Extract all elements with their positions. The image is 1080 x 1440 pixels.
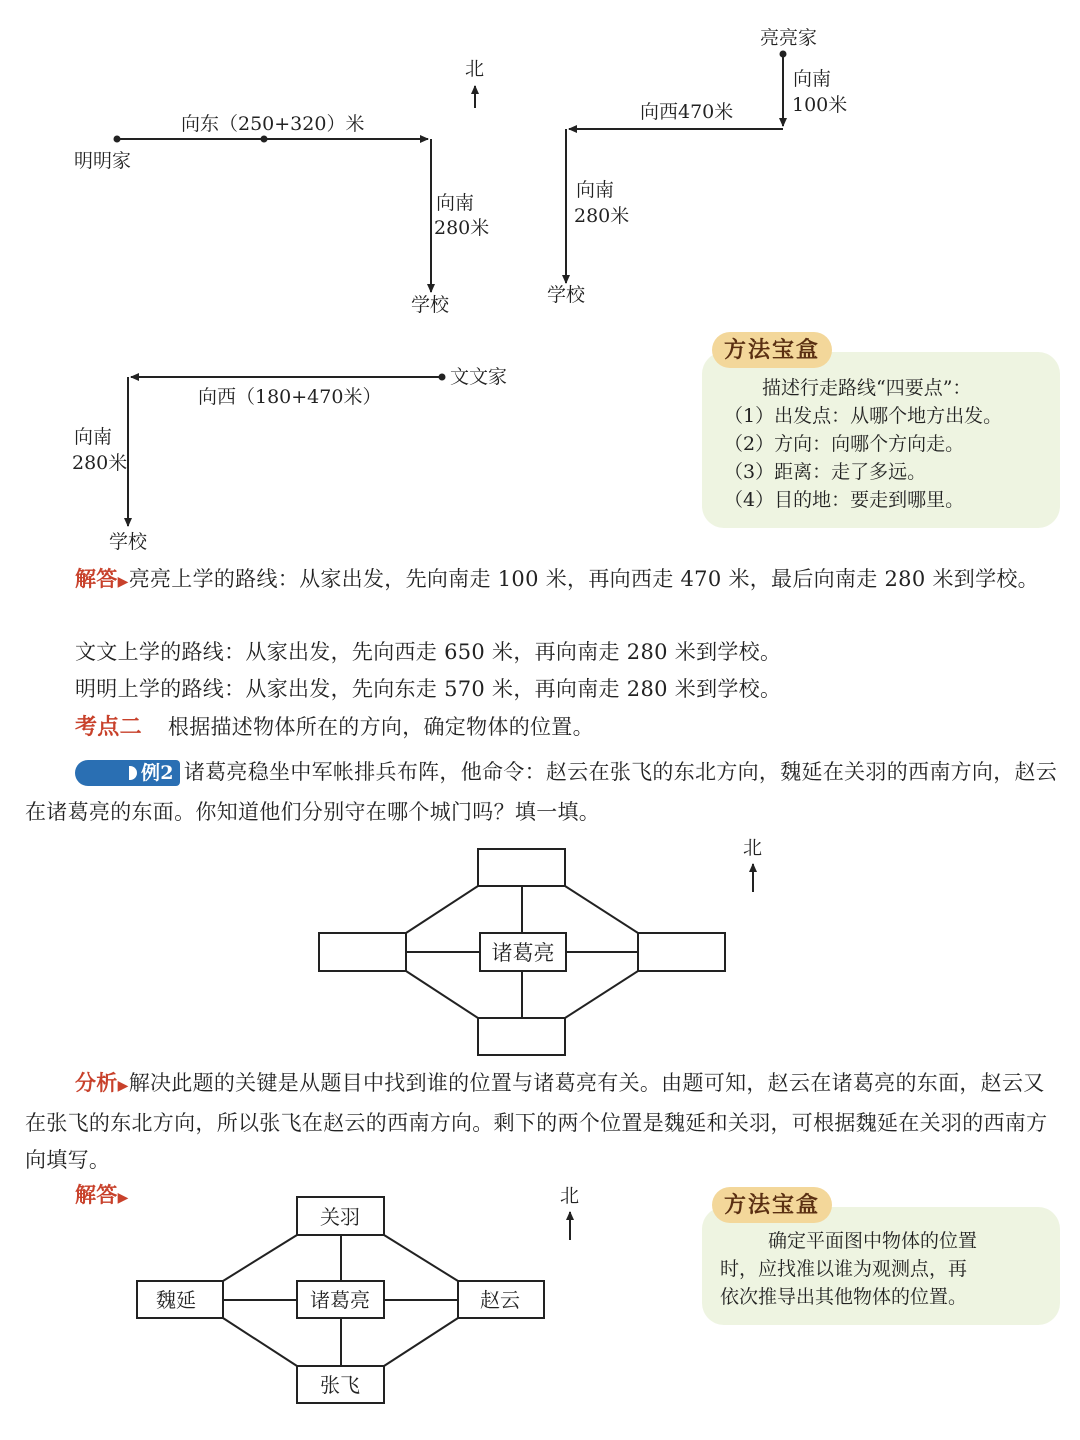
answer-liangliang: [25, 560, 1065, 601]
method-box-position-tips: [702, 1207, 1060, 1325]
method-line: （4）目的地：要走到哪里。: [724, 489, 965, 511]
method-line: （3）距离：走了多远。: [724, 461, 927, 483]
north-label: 北: [465, 58, 485, 80]
triangle-icon: ▶: [117, 574, 129, 590]
east-gate-label: 赵云: [480, 1288, 520, 1312]
north-label: 北: [560, 1186, 580, 1207]
kaodian-text: 根据描述物体所在的方向，确定物体的位置。: [167, 715, 594, 739]
example-label: 例2: [141, 762, 174, 784]
south2-distance-label: 280米: [574, 205, 630, 227]
answer-wenwen: 文文上学的路线：从家出发，先向西走 650 米，再向南走 280 米到学校。: [75, 640, 782, 664]
south1-direction-label: 向南: [793, 68, 832, 90]
west-gate-label: 魏延: [156, 1288, 196, 1312]
badge-dot-icon: [129, 766, 137, 780]
south-gate-box: [478, 1018, 565, 1055]
school-label: 学校: [411, 294, 450, 316]
answer-label: 解答: [75, 1182, 118, 1207]
example-badge: [75, 760, 180, 786]
answer-label: 解答: [75, 566, 118, 591]
home-label: 亮亮家: [760, 27, 818, 49]
south-gate-label: 张飞: [320, 1373, 360, 1397]
east-distance-label: 向东（250+320）米: [181, 113, 365, 135]
mid-dot: [261, 136, 268, 143]
example-text: 诸葛亮稳坐中军帐排兵布阵，他命令：赵云在张飞的东北方向，魏延在关羽的西南方向，赵云在诸葛亮的东面。你知道他们分别守在哪个城门吗？填一填。: [25, 760, 1058, 824]
method-box-title: 方法宝盒: [712, 1187, 832, 1223]
analysis-text: 解决此题的关键是从题目中找到谁的位置与诸葛亮有关。由题可知，赵云在诸葛亮的东面，赵云又在张飞的东北方向，所以张飞在赵云的西南方向。剩下的两个位置是魏延和关羽，可根据魏延在关羽的西南方向填写。: [25, 1071, 1048, 1172]
south-distance-label: 280米: [72, 452, 128, 474]
center-label: 诸葛亮: [310, 1288, 370, 1312]
answer-mingming: 明明上学的路线：从家出发，先向东走 570 米，再向南走 280 米到学校。: [75, 677, 782, 701]
route-mingming: [74, 58, 489, 316]
east-gate-box: [638, 933, 725, 971]
north-label: 北: [743, 837, 763, 859]
example-2: [25, 752, 1065, 832]
south-direction-label: 向南: [436, 192, 475, 214]
west-distance-label: 向西470米: [640, 101, 734, 123]
school-label: 学校: [109, 531, 148, 553]
method-line: 描述行走路线“四要点”：: [762, 377, 972, 399]
north-gate-box: [478, 849, 565, 886]
route-wenwen: [72, 366, 507, 553]
kaodian-heading: [25, 709, 1065, 746]
route-liangliang: [547, 27, 847, 306]
south2-direction-label: 向南: [576, 179, 615, 201]
center-label: 诸葛亮: [491, 941, 555, 965]
method-box-route-tips: [702, 352, 1060, 528]
method-line: 时，应找准以谁为观测点，再: [720, 1258, 968, 1280]
south-distance-label: 280米: [434, 217, 490, 239]
method-box-title: 方法宝盒: [712, 332, 832, 368]
answer-text: 亮亮上学的路线：从家出发，先向南走 100 米，再向西走 470 米，最后向南走 280 米到学校。: [128, 567, 1039, 591]
south1-distance-label: 100米: [792, 94, 848, 116]
city-gate-map-answer: [0, 1186, 700, 1410]
home-label: 文文家: [450, 366, 508, 388]
triangle-icon: ▶: [117, 1190, 129, 1206]
home-label: 明明家: [74, 150, 132, 172]
south-direction-label: 向南: [74, 426, 113, 448]
west-gate-box: [319, 933, 406, 971]
analysis: [25, 1064, 1065, 1179]
north-gate-label: 关羽: [320, 1205, 360, 1229]
method-line: 依次推导出其他物体的位置。: [720, 1286, 968, 1308]
kaodian-label: 考点二: [75, 714, 142, 740]
method-line: （2）方向：向哪个方向走。: [724, 433, 965, 455]
school-label: 学校: [547, 284, 586, 306]
analysis-label: 分析: [75, 1070, 118, 1095]
method-line: 确定平面图中物体的位置: [768, 1230, 978, 1252]
triangle-icon: ▶: [117, 1078, 129, 1094]
west-distance-label: 向西（180+470米）: [198, 386, 382, 408]
start-dot: [114, 136, 121, 143]
city-gate-map-blank: [0, 836, 1080, 1060]
method-line: （1）出发点：从哪个地方出发。: [724, 405, 1003, 427]
